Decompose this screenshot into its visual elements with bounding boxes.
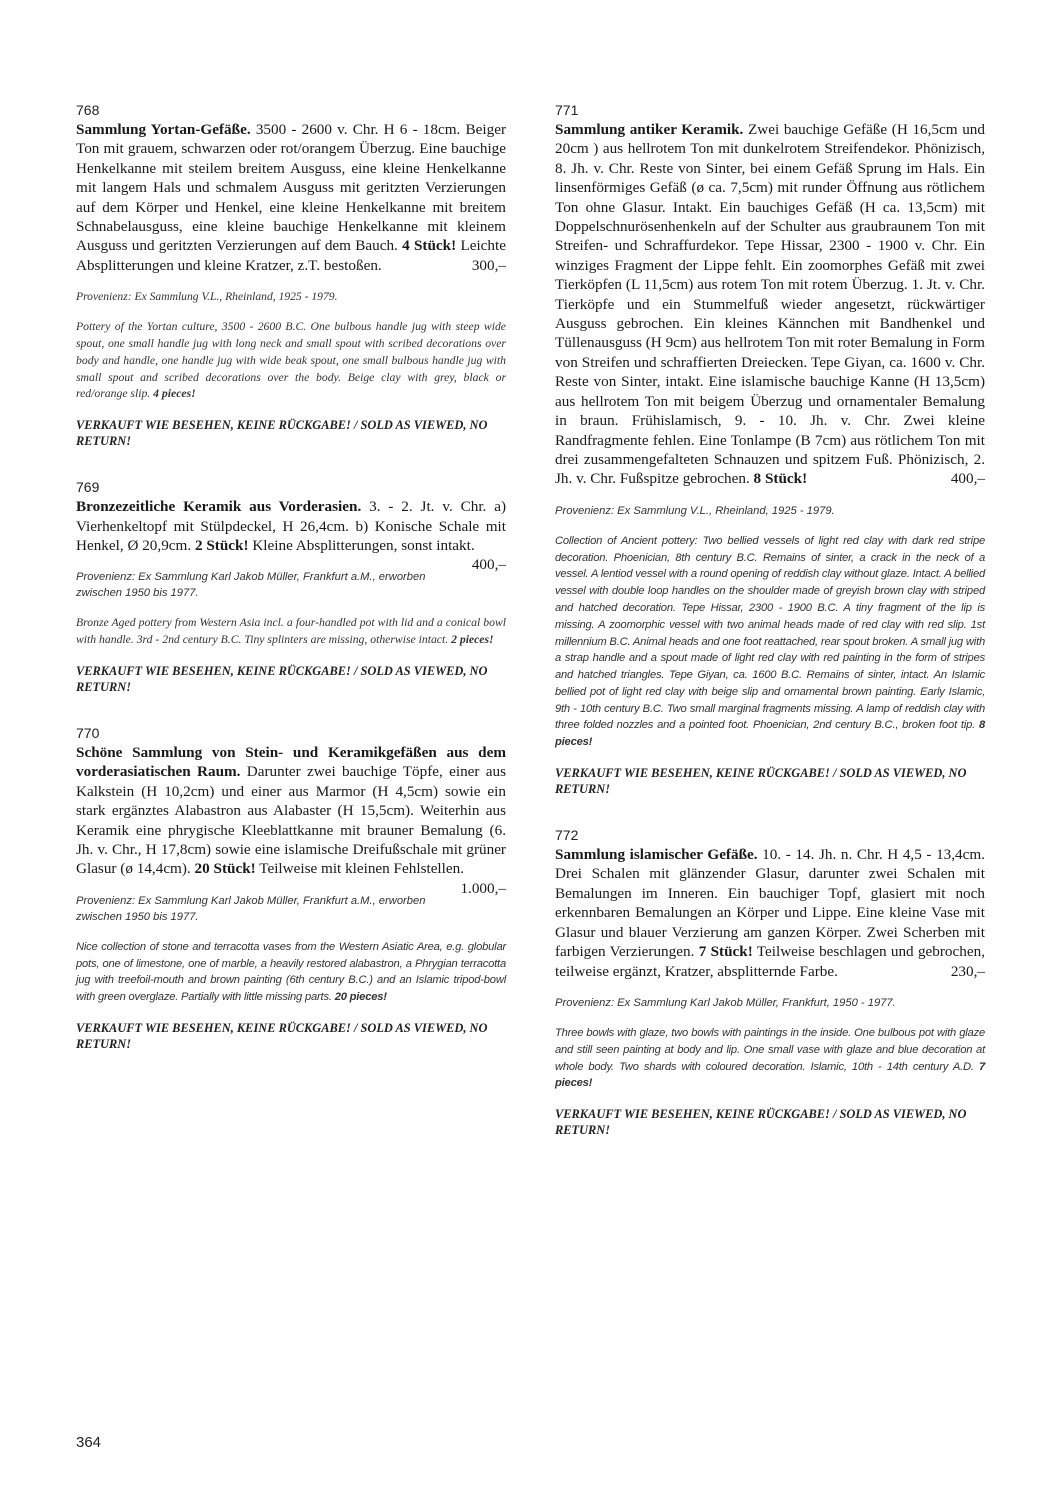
lot-text: Darunter zwei bauchige Töpfe, einer aus Kalkstein (H 10,2cm) und einer aus Marmor (H 4,5cm) sowie ein stark ergänztes Alabastron aus Alabaster (H 15,5cm). Weiterhin aus Keramik eine phrygische Kleeblattkanne mit brauner Bemalung (6. Jh. v. Chr., H 17,8cm) sowie eine islamische Dreifußschale mit grüner Glasur (ø 14,4cm). xyxy=(76,763,507,878)
lot-price: 1.000,– xyxy=(460,879,506,897)
lot-disclaimer: VERKAUFT WIE BESEHEN, KEINE RÜCKGABE! / SOLD AS VIEWED, NO RETURN! xyxy=(76,418,488,449)
right-column xyxy=(555,100,985,1166)
lot-price: 300,– xyxy=(471,256,506,274)
lot-disclaimer: VERKAUFT WIE BESEHEN, KEINE RÜCKGABE! / SOLD AS VIEWED, NO RETURN! xyxy=(555,1107,967,1138)
lot-text-end: Kleine Absplitterungen, sonst intakt. xyxy=(248,537,475,555)
lot-english-description xyxy=(76,615,506,649)
lot-english-description xyxy=(76,939,506,1006)
lot-number: 771 xyxy=(555,102,579,118)
lot-text-end: Teilweise mit kleinen Fehlstellen. xyxy=(255,860,465,878)
english-text: Nice collection of stone and terracotta vases from the Western Asiatic Area, e.g. globular pots, one of limestone, one of marble, a heavily restored alabastron, a Phrygian terracotta jug with treefoil-mouth and brown painting (6th century B.C.) and an Islamic tripod-bowl with green overglaze. Partially with little missing parts. xyxy=(76,940,506,1004)
lot-number: 769 xyxy=(76,479,100,496)
lot-price: 400,– xyxy=(950,470,985,488)
english-count: 8 pieces! xyxy=(555,719,985,749)
lot-count: 2 Stück! xyxy=(194,537,249,555)
lot-price: 230,– xyxy=(950,962,985,980)
lot-count: 4 Stück! xyxy=(402,237,457,255)
lot-provenance: Provenienz: Ex Sammlung Karl Jakob Müller, Frankfurt, 1950 - 1977. xyxy=(555,996,896,1009)
english-text: Collection of Ancient pottery: Two bellied vessels of light red clay with dark red stripe decoration. Phoenician, 8th century B.C. Remains of sinter, a crack in the neck of a vessel. A lentiod vessel with a round opening of reddish clay without glaze. Intact. A bellied vessel with double loop handles on the shoulder made of greyish brown clay with striped and hatched decoration. Tepe Hissar, 2300 - 1900 B.C. A tiny fragment of the lip is missing. A zoomorphic vessel with two animal heads made of red clay with red slip. 1st millennium B.C. Animal heads and one foot reattached, rear spout broken. A small jug with a strap handle and a spout made of light red clay with red painting in the form of stripes and hatched triangles. Tepe Giyan, ca. 1600 B.C. Remains of sinter, intact. An Islamic bellied pot of light red clay with beige slip and ornamental brown painting. Early Islamic, 9th - 10th century B.C. Two small marginal fragments missing. A lamp of reddish clay with three folded nozzles and a pointed foot. Phoenician, 2nd century B.C., broken foot tip. xyxy=(555,534,985,732)
lot-count: 8 Stück! xyxy=(753,470,808,488)
lot-772 xyxy=(555,825,985,1138)
lot-english-description xyxy=(555,533,985,751)
lot-text: 3500 - 2600 v. Chr. H 6 - 18cm. Beiger Ton mit grauem, schwarzen oder rot/orangem Überzug. Eine bauchige Henkelkanne mit steilem breitem Ausguss, eine kleine Henkelkanne mit langem Hals und schmalem Ausguss mit geritzten Verzierungen auf dem Körper und Henkel, eine kleine Henkelkanne mit breitem Schnabelausguss, eine kleine bauchige Henkelkanne mit kleinem Ausguss und geritzten Verzierungen auf dem Bauch. xyxy=(76,121,507,255)
lot-text: Zwei bauchige Gefäße (H 16,5cm und 20cm ) aus hellrotem Ton mit dunkelrotem Streifendekor. Phönizisch, 8. Jh. v. Chr. Reste von Sinter, bei einem Gefäß Sprung im Hals. Ein linsenförmiges Gefäß (ø ca. 7,5cm) mit runder Öffnung aus rötlichem Ton ohne Glasur. Intakt. Ein bauchiges Gefäß (H ca. 13,5cm) mit Doppelschnurösenhenkeln auf der Schulter aus graubraunem Ton mit Streifen- und Schraffurdekor. Tepe Hissar, 2300 - 1900 v. Chr. Ein winziges Fragment der Lippe fehlt. Ein zoomorphes Gefäß mit zwei Tierköpfen (L 11,5cm) aus rotem Ton mit rotem Überzug. 1. Jt. v. Chr. Tierköpfe und ein Stummelfuß wieder angesetzt, rückwärtiger Ausguss gebrochen. Ein kleines Kännchen mit Bandhenkel und Tüllenausguss (H 9cm) aus hellrotem Ton mit roter Bemalung in Form von Streifen und schraffierten Dreiecken. Tepe Giyan, ca. 1600 v. Chr. Reste von Sinter, intakt. Eine islamische bauchige Kanne (H 13,5cm) aus hellrotem Ton mit beigem Überzug und ornamentaler Bemalung in braun. Frühislamisch, 9. - 10. Jh. v. Chr. Zwei kleine Randfragmente fehlen. Eine Tonlampe (B 7cm) aus rötlichem Ton mit drei zusammengefalteten Schnauzen und spitzem Fuß. Phönizisch, 2. Jh. v. Chr. Fußspitze gebrochen. xyxy=(555,121,985,488)
english-count: 2 pieces! xyxy=(451,633,494,647)
lot-description xyxy=(76,120,506,275)
lot-price: 400,– xyxy=(471,556,506,574)
lot-english-description xyxy=(76,319,506,403)
lot-provenance: Provenienz: Ex Sammlung V.L., Rheinland, 1925 - 1979. xyxy=(555,504,835,517)
lot-title: Sammlung antiker Keramik. xyxy=(555,121,744,138)
lot-title: Schöne Sammlung von Stein- und Keramikgefäßen aus dem vorderasiatischen Raum. xyxy=(76,744,506,781)
english-count: 7 pieces! xyxy=(555,1060,985,1090)
lot-disclaimer: VERKAUFT WIE BESEHEN, KEINE RÜCKGABE! / SOLD AS VIEWED, NO RETURN! xyxy=(76,664,488,695)
lot-description xyxy=(555,845,985,981)
lot-description xyxy=(76,743,507,897)
lot-769 xyxy=(76,477,506,695)
lot-768 xyxy=(76,100,506,449)
lot-english-description xyxy=(555,1025,985,1092)
english-count: 20 pieces! xyxy=(334,991,387,1004)
lot-770 xyxy=(76,723,506,1052)
lot-disclaimer: VERKAUFT WIE BESEHEN, KEINE RÜCKGABE! / SOLD AS VIEWED, NO RETURN! xyxy=(555,766,967,797)
left-column xyxy=(76,100,506,1080)
english-text: Bronze Aged pottery from Western Asia incl. a four-handled pot with lid and a conical bowl with handle. 3rd - 2nd century B.C. Tiny splinters are missing, otherwise intact. xyxy=(76,616,506,647)
lot-title: Sammlung islamischer Gefäße. xyxy=(555,846,758,864)
english-count: 4 pieces! xyxy=(153,387,196,401)
lot-number: 768 xyxy=(76,102,100,118)
lot-text-end: Teilweise beschlagen und gebrochen, teilweise ergänzt, Kratzer, absplitternde Farbe. xyxy=(555,943,985,980)
lot-title: Bronzezeitliche Keramik aus Vorderasien. xyxy=(76,498,362,516)
lot-description xyxy=(76,497,506,574)
lot-number: 772 xyxy=(555,827,579,844)
lot-number: 770 xyxy=(76,725,100,742)
english-text: Three bowls with glaze, two bowls with paintings in the inside. One bulbous pot with glaze and still seen painting at body and lip. One small vase with glaze and blue decoration at whole body. Two shards with coloured decoration. Islamic, 10th - 14th century A.D. xyxy=(555,1026,985,1073)
lot-771 xyxy=(555,100,985,797)
lot-text: 10. - 14. Jh. n. Chr. H 4,5 - 13,4cm. Drei Schalen mit glänzender Glasur, darunter zwei Schalen mit Bemalungen im Inneren. Ein bauchiger Topf, glasiert mit noch erkennbaren Bemalungen an Körper und Lippe. Eine kleine Vase mit Glasur und blauer Verzierung am ganzen Körper. Zwei Scherben mit farbigen Verzierungen. xyxy=(555,846,986,961)
lot-provenance: Provenienz: Ex Sammlung Karl Jakob Müller, Frankfurt a.M., erworben zwischen 1950 bis 1977. xyxy=(76,894,426,923)
lot-text: 3. - 2. Jt. v. Chr. a) Vierhenkeltopf mit Stülpdeckel, H 26,4cm. b) Konische Schale mit Henkel, Ø 20,9cm. xyxy=(76,498,506,555)
lot-provenance: Provenienz: Ex Sammlung V.L., Rheinland, 1925 - 1979. xyxy=(76,290,338,304)
lot-disclaimer: VERKAUFT WIE BESEHEN, KEINE RÜCKGABE! / SOLD AS VIEWED, NO RETURN! xyxy=(76,1021,488,1052)
lot-count: 20 Stück! xyxy=(194,860,256,878)
english-text: Pottery of the Yortan culture, 3500 - 2600 B.C. One bulbous handle jug with steep wide spout, one small handle jug with long neck and small spout with scribed decorations over body and handle, one handle jug with wide beak spout, one small bulbous handle jug with small spout and scribed decorations over the body. Beige clay with grey, black or red/orange slip. xyxy=(76,320,506,401)
page-number: 364 xyxy=(76,1434,102,1451)
lot-title: Sammlung Yortan-Gefäße. xyxy=(76,121,251,138)
lot-description xyxy=(555,120,985,489)
lot-provenance: Provenienz: Ex Sammlung Karl Jakob Müller, Frankfurt a.M., erworben zwischen 1950 bis 1977. xyxy=(76,571,426,600)
lot-text-end: Leichte Absplitterungen und kleine Kratzer, z.T. bestoßen. xyxy=(76,237,506,274)
lot-count: 7 Stück! xyxy=(698,943,753,961)
